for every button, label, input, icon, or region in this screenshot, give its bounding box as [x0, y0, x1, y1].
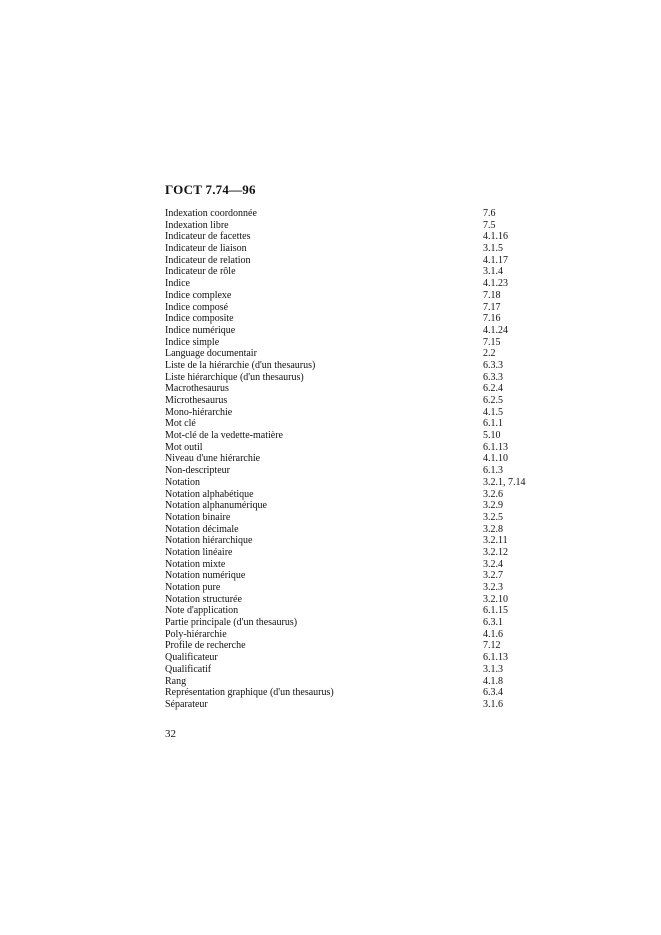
index-term: Indice numérique — [165, 324, 236, 336]
index-term: Indicateur de relation — [165, 254, 251, 266]
document-header: ГОСТ 7.74—96 — [165, 182, 256, 197]
index-row — [165, 243, 545, 255]
index-reference: 4.1.6 — [483, 628, 503, 640]
index-row — [165, 266, 545, 278]
index-row — [165, 231, 545, 243]
index-reference: 6.2.5 — [483, 395, 503, 406]
index-term: Partie principale (d'un thesaurus) — [165, 617, 298, 629]
index-reference: 3.2.1, 7.14 — [483, 476, 526, 488]
index-row — [165, 617, 545, 629]
index-reference: 6.1.13 — [483, 652, 508, 664]
index-reference: 7.17 — [483, 301, 501, 313]
index-row — [165, 208, 545, 220]
index-row — [165, 477, 545, 489]
index-row — [165, 407, 545, 419]
index-reference: 3.2.9 — [483, 500, 503, 512]
index-term: Indicateur de facettes — [165, 231, 251, 243]
index-term: Notation hiérarchique — [165, 535, 253, 547]
index-row — [165, 220, 545, 232]
index-term: Note d'application — [165, 605, 239, 617]
index-row — [165, 687, 545, 699]
index-term: Notation — [165, 476, 200, 488]
index-row — [165, 512, 545, 524]
index-reference: 6.1.15 — [483, 605, 508, 617]
index-row — [165, 465, 545, 477]
index-row — [165, 676, 545, 688]
index-reference: 4.1.8 — [483, 675, 503, 687]
index-reference: 7.15 — [483, 336, 501, 348]
index-reference: 2.2 — [483, 348, 496, 360]
index-term: Notation alphanumérique — [165, 500, 267, 512]
index-term: Notation alphabétique — [165, 488, 254, 500]
index-reference: 4.1.23 — [483, 278, 508, 290]
index-reference: 6.3.3 — [483, 359, 503, 371]
index-reference: 4.1.24 — [483, 324, 508, 336]
index-term: Profile de recherche — [165, 640, 246, 652]
index-row — [165, 489, 545, 501]
index-term: Indexation libre — [165, 219, 229, 231]
index-term: Liste hiérarchique (d'un thesaurus) — [165, 371, 304, 383]
index-term: Indice complexe — [165, 289, 232, 301]
index-term: Language documentair — [165, 348, 257, 360]
index-reference: 6.3.4 — [483, 687, 503, 699]
index-term: Mot outil — [165, 441, 203, 453]
index-row — [165, 594, 545, 606]
index-reference: 6.1.3 — [483, 465, 503, 477]
index-term: Mono-hiérarchie — [165, 406, 233, 418]
index-reference: 7.12 — [483, 640, 501, 652]
index-reference: 6.2.4 — [483, 383, 503, 395]
index-term: Notation structurée — [165, 593, 242, 605]
index-term: Notation numérique — [165, 570, 246, 582]
index-row — [165, 395, 545, 407]
index-reference: 3.2.12 — [483, 546, 508, 558]
index-reference: 3.2.4 — [483, 558, 503, 570]
index-reference: 7.5 — [483, 219, 496, 231]
index-reference: 3.2.3 — [483, 582, 503, 593]
index-reference: 5.10 — [483, 430, 501, 442]
index-term: Séparateur — [165, 698, 208, 710]
page-number: 32 — [165, 728, 176, 740]
index-row — [165, 582, 545, 594]
index-row — [165, 278, 545, 290]
index-term: Notation pure — [165, 582, 221, 593]
index-term: Indice simple — [165, 336, 220, 348]
index-term: Niveau d'une hiérarchie — [165, 453, 261, 465]
index-term: Liste de la hiérarchie (d'un thesaurus) — [165, 359, 316, 371]
index-row — [165, 570, 545, 582]
index-reference: 3.1.6 — [483, 698, 503, 710]
index-row — [165, 500, 545, 512]
index-row — [165, 302, 545, 314]
index-row — [165, 559, 545, 571]
index-row — [165, 325, 545, 337]
index-row — [165, 418, 545, 430]
index-term: Indicateur de liaison — [165, 243, 247, 255]
index-reference: 3.2.10 — [483, 593, 508, 605]
index-row — [165, 360, 545, 372]
index-reference: 7.18 — [483, 289, 501, 301]
index-reference: 3.1.5 — [483, 243, 503, 255]
index-row — [165, 372, 545, 384]
index-reference: 7.16 — [483, 313, 501, 325]
index-reference: 3.1.4 — [483, 266, 503, 278]
index-row — [165, 442, 545, 454]
index-reference: 4.1.10 — [483, 453, 508, 465]
index-term: Poly-hiérarchie — [165, 628, 227, 640]
index-term: Macrothesaurus — [165, 383, 229, 395]
index-row — [165, 290, 545, 302]
index-row — [165, 524, 545, 536]
index-row — [165, 255, 545, 267]
index-term: Indice — [165, 278, 190, 290]
index-row — [165, 664, 545, 676]
index-term: Mot clé — [165, 418, 196, 430]
index-term: Microthesaurus — [165, 395, 228, 406]
index-reference: 6.1.13 — [483, 441, 508, 453]
index-term: Notation mixte — [165, 558, 226, 570]
index-row — [165, 348, 545, 360]
index-term: Qualificatif — [165, 663, 212, 675]
index-reference: 3.2.5 — [483, 511, 503, 523]
index-reference: 3.2.11 — [483, 535, 508, 547]
index-row — [165, 453, 545, 465]
index-row — [165, 699, 545, 711]
index-reference: 3.1.3 — [483, 663, 503, 675]
index-term: Indice composite — [165, 313, 234, 325]
index-row — [165, 629, 545, 641]
index-term: Notation binaire — [165, 511, 231, 523]
index-row — [165, 313, 545, 325]
index-reference: 4.1.5 — [483, 406, 503, 418]
index-reference: 6.3.3 — [483, 371, 503, 383]
index-row — [165, 640, 545, 652]
index-reference: 6.1.1 — [483, 418, 503, 430]
index-term: Indice composé — [165, 301, 229, 313]
index-term: Indexation coordonnée — [165, 208, 257, 219]
index-term: Représentation graphique (d'un thesaurus) — [165, 687, 334, 699]
index-row — [165, 383, 545, 395]
index-row — [165, 605, 545, 617]
index-term: Non-descripteur — [165, 465, 230, 477]
index-row — [165, 652, 545, 664]
index-term: Notation linéaire — [165, 546, 233, 558]
index-reference: 3.2.6 — [483, 488, 503, 500]
index-reference: 4.1.16 — [483, 231, 508, 243]
index-reference: 4.1.17 — [483, 254, 508, 266]
index-reference: 6.3.1 — [483, 617, 503, 629]
index-list — [165, 208, 545, 711]
index-term: Indicateur de rôle — [165, 266, 236, 278]
index-term: Notation décimale — [165, 523, 239, 535]
index-row — [165, 337, 545, 349]
index-term: Rang — [165, 675, 187, 687]
index-row — [165, 535, 545, 547]
index-reference: 3.2.8 — [483, 523, 503, 535]
index-reference: 7.6 — [483, 208, 496, 219]
index-row — [165, 547, 545, 559]
index-reference: 3.2.7 — [483, 570, 503, 582]
index-term: Qualificateur — [165, 652, 218, 664]
index-term: Mot-clé de la vedette-matière — [165, 430, 283, 442]
index-row — [165, 430, 545, 442]
